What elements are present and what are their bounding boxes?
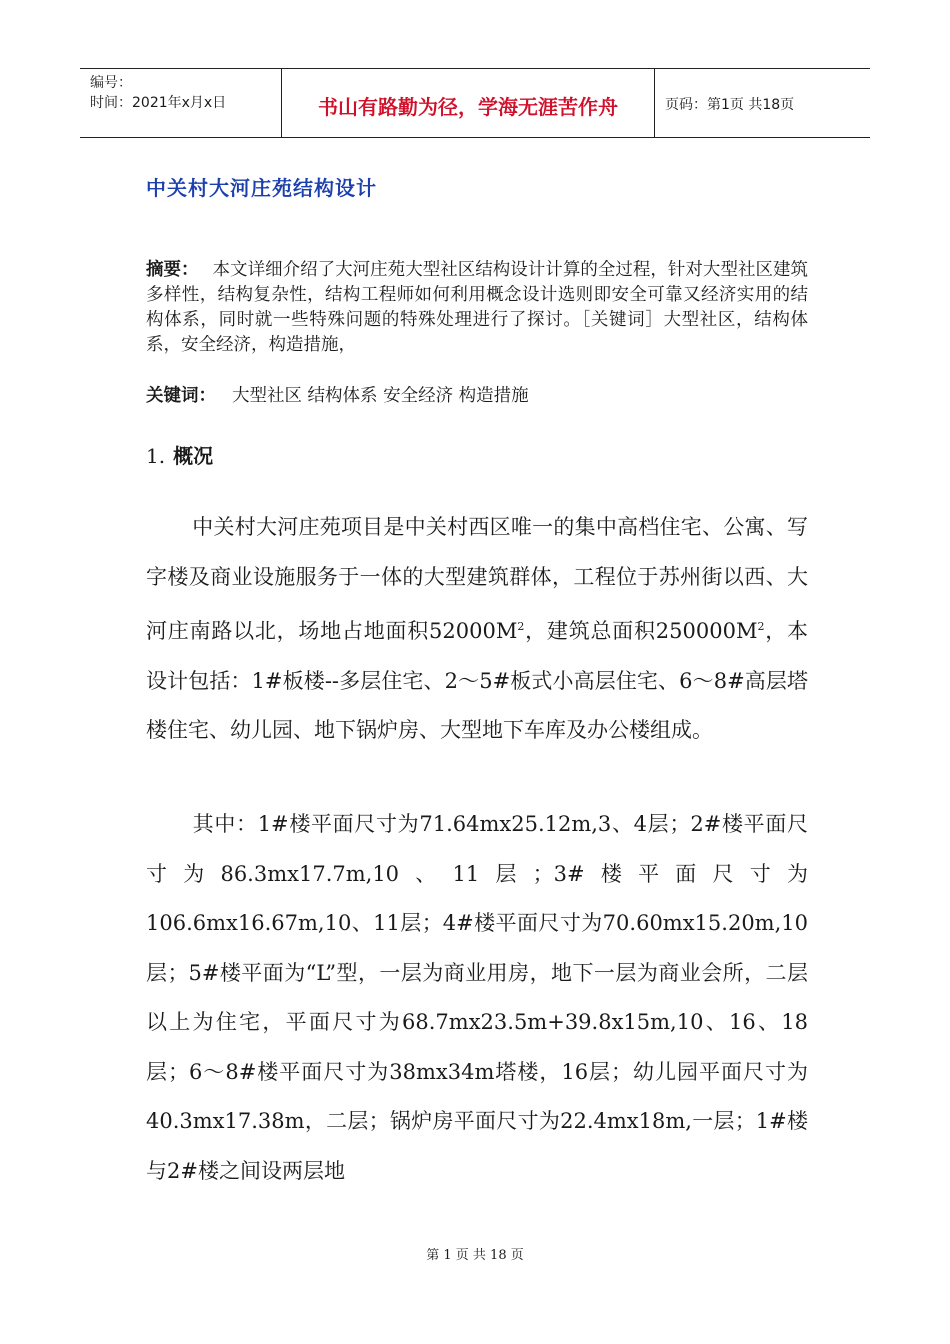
keywords-text: 大型社区 结构体系 安全经济 构造措施 xyxy=(232,386,529,406)
page-footer: 第 1 页 共 18 页 xyxy=(426,1248,524,1263)
header-motto: 书山有路勤为径，学海无涯苦作舟 xyxy=(282,69,655,137)
overview-paragraph-2 xyxy=(146,800,808,1196)
document-date: 时间：2021年x月x日 xyxy=(90,95,227,111)
header-page-info: 页码：第1页 共18页 xyxy=(665,97,795,113)
abstract-text: 本文详细介绍了大河庄苑大型社区结构设计计算的全过程，针对大型社区建筑多样性，结构复杂性，结构工程师如何利用概念设计选则即安全可靠又经济实用的结构体系，同时就一些特殊问题的特殊处理进行了探讨。［关键词］大型社区，结构体系，安全经济，构造措施， xyxy=(146,260,809,355)
paragraph1-part-c: ，本设计包括：1#板楼--多层住宅、2～5#板式小高层住宅、6～8#高层塔楼住宅、幼儿园、地下锅炉房、大型地下车库及办公楼组成。 xyxy=(146,619,809,742)
abstract xyxy=(146,258,808,358)
superscript-2: 2 xyxy=(757,620,765,633)
paragraph1-part-b: ，建筑总面积250000M xyxy=(524,619,758,643)
header-meta xyxy=(80,69,282,137)
paragraph2-text: 其中：1#楼平面尺寸为71.64mx25.12m,3、4层；2#楼平面尺寸为86.3mx17.7m,10、11层；3#楼平面尺寸为106.6mx16.67m,10、11层；4#楼平面尺寸为70.60mx15.20m,10层；5#楼平面为“L”型，一层为商业用房，地下一层为商业会所，二层以上为住宅，平面尺寸为68.7mx23.5m+39.8x15m,10、16、18层；6～8#楼平面尺寸为38mx34m塔楼，16层；幼儿园平面尺寸为40.3mx17.38m，二层；锅炉房平面尺寸为22.4mx18m,一层；1#楼与2#楼之间设两层地 xyxy=(146,812,808,1183)
document-number-label: 编号： xyxy=(90,75,132,91)
section-number: 1. xyxy=(146,444,166,468)
keywords xyxy=(146,382,529,410)
section-title: 概况 xyxy=(173,444,214,468)
keywords-label: 关键词： xyxy=(146,386,216,406)
superscript-2: 2 xyxy=(517,620,525,633)
document-header xyxy=(80,68,870,138)
abstract-label: 摘要： xyxy=(146,260,199,280)
section-heading xyxy=(146,440,213,469)
paragraph1-part-a: 中关村大河庄苑项目是中关村西区唯一的集中高档住宅、公寓、写字楼及商业设施服务于一体的大型建筑群体，工程位于苏州街以西、大河庄南路以北，场地占地面积52000M xyxy=(146,515,808,643)
overview-paragraph-1 xyxy=(146,503,808,756)
document-title: 中关村大河庄苑结构设计 xyxy=(146,176,377,200)
